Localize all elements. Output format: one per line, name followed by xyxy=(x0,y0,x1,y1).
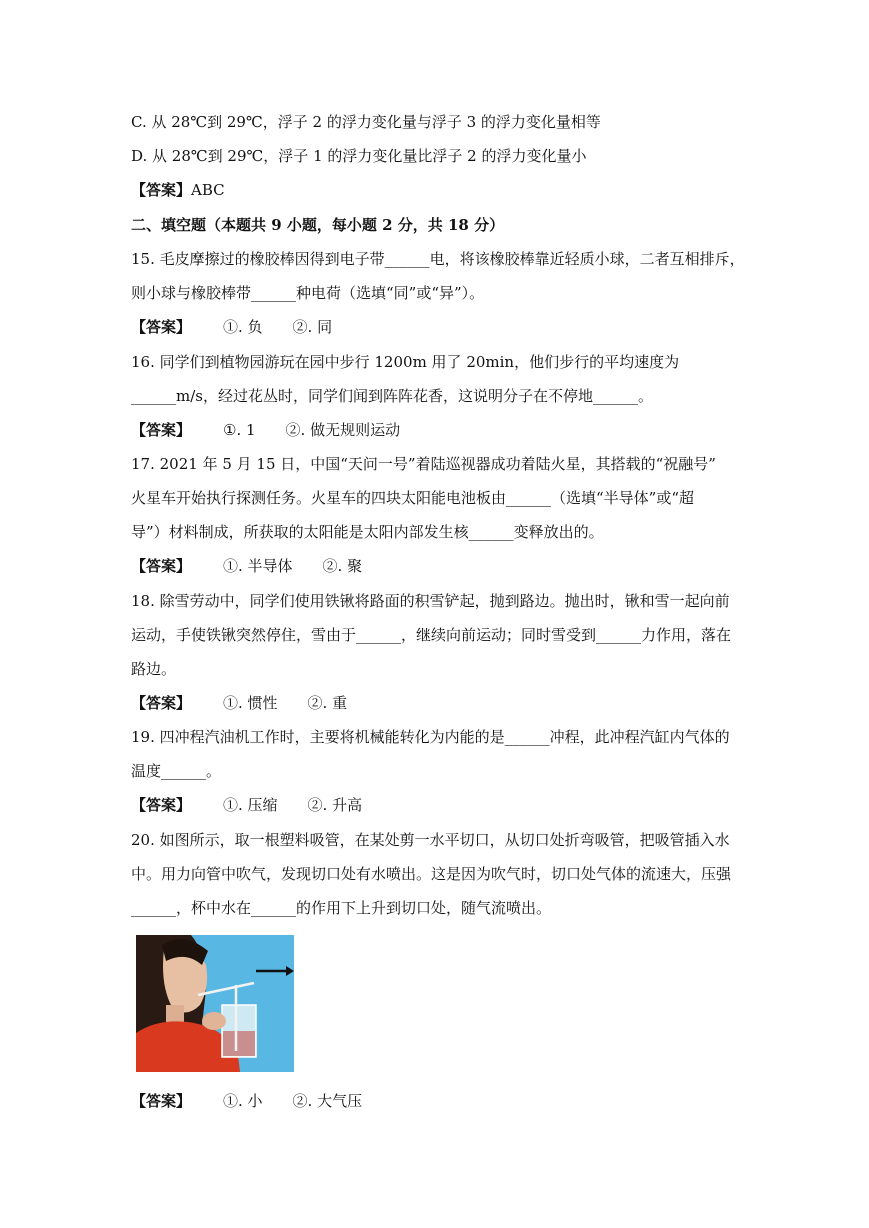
answer-label: 【答案】 xyxy=(131,318,192,336)
answer-2: ②. 聚 xyxy=(322,557,363,575)
answer-1: ①. 半导体 xyxy=(223,557,293,575)
option-c: C. 从 28℃到 29℃，浮子 2 的浮力变化量与浮子 3 的浮力变化量相等 xyxy=(131,113,601,131)
q17-line1: 17. 2021 年 5 月 15 日，中国“天问一号”着陆巡视器成功着陆火星，其搭载的“祝融号” xyxy=(131,455,716,473)
q17-answer xyxy=(131,556,362,576)
answer-label: 【答案】 xyxy=(131,557,192,575)
answer-label: 【答案】 xyxy=(131,181,192,199)
q19-line2: 温度______。 xyxy=(131,762,222,780)
section-title: 二、填空题（本题共 9 小题，每小题 2 分，共 18 分） xyxy=(131,216,505,234)
q17-line3: 导”）材料制成，所获取的太阳能是太阳内部发生核______变释放出的。 xyxy=(131,523,604,541)
q20-answer xyxy=(131,1091,362,1111)
q18-line1: 18. 除雪劳动中，同学们使用铁锹将路面的积雪铲起，抛到路边。抛出时，锹和雪一起向前 xyxy=(131,592,730,610)
q16-answer xyxy=(131,420,400,440)
answer-2: ②. 做无规则运动 xyxy=(285,421,401,439)
q20-line3: ______，杯中水在______的作用下上升到切口处，随气流喷出。 xyxy=(131,899,552,917)
answer-2: ②. 升高 xyxy=(307,796,363,814)
straw-experiment-photo xyxy=(136,935,294,1072)
q20-line1: 20. 如图所示，取一根塑料吸管，在某处剪一水平切口，从切口处折弯吸管，把吸管插入水 xyxy=(131,831,730,849)
q18-line3: 路边。 xyxy=(131,660,177,678)
answer-2: ②. 重 xyxy=(307,694,348,712)
q15-line2: 则小球与橡胶棒带______种电荷（选填“同”或“异”）。 xyxy=(131,284,485,302)
q15-line1: 15. 毛皮摩擦过的橡胶棒因得到电子带______电，将该橡胶棒靠近轻质小球，二者互相排斥， xyxy=(131,250,745,268)
answer-1: ①. 1 xyxy=(223,421,256,439)
option-d: D. 从 28℃到 29℃，浮子 1 的浮力变化量比浮子 2 的浮力变化量小 xyxy=(131,147,587,165)
q15-answer xyxy=(131,317,332,337)
q18-answer xyxy=(131,693,347,713)
q18-line2: 运动，手使铁锹突然停住，雪由于______，继续向前运动；同时雪受到______力作用，落在 xyxy=(131,626,732,644)
answer-label: 【答案】 xyxy=(131,694,192,712)
q14-answer xyxy=(131,180,225,200)
answer-label: 【答案】 xyxy=(131,796,192,814)
answer-1: ①. 惯性 xyxy=(223,694,278,712)
q20-line2: 中。用力向管中吹气，发现切口处有水喷出。这是因为吹气时，切口处气体的流速大，压强 xyxy=(131,865,732,883)
q19-answer xyxy=(131,795,362,815)
answer-label: 【答案】 xyxy=(131,1092,192,1110)
answer-1: ①. 压缩 xyxy=(223,796,278,814)
q17-line2: 火星车开始执行探测任务。火星车的四块太阳能电池板由______（选填“半导体”或“超 xyxy=(131,489,695,507)
q19-line1: 19. 四冲程汽油机工作时，主要将机械能转化为内能的是______冲程，此冲程汽缸内气体的 xyxy=(131,728,730,746)
answer-1: ①. 负 xyxy=(223,318,263,336)
q16-line1: 16. 同学们到植物园游玩在园中步行 1200m 用了 20min，他们步行的平均速度为 xyxy=(131,353,680,371)
answer-2: ②. 同 xyxy=(292,318,333,336)
q16-line2: ______m/s，经过花丛时，同学们闻到阵阵花香，这说明分子在不停地______。 xyxy=(131,387,653,405)
answer-1: ①. 小 xyxy=(223,1092,263,1110)
answer-value: ABC xyxy=(191,181,225,199)
answer-label: 【答案】 xyxy=(131,421,192,439)
answer-2: ②. 大气压 xyxy=(292,1092,363,1110)
